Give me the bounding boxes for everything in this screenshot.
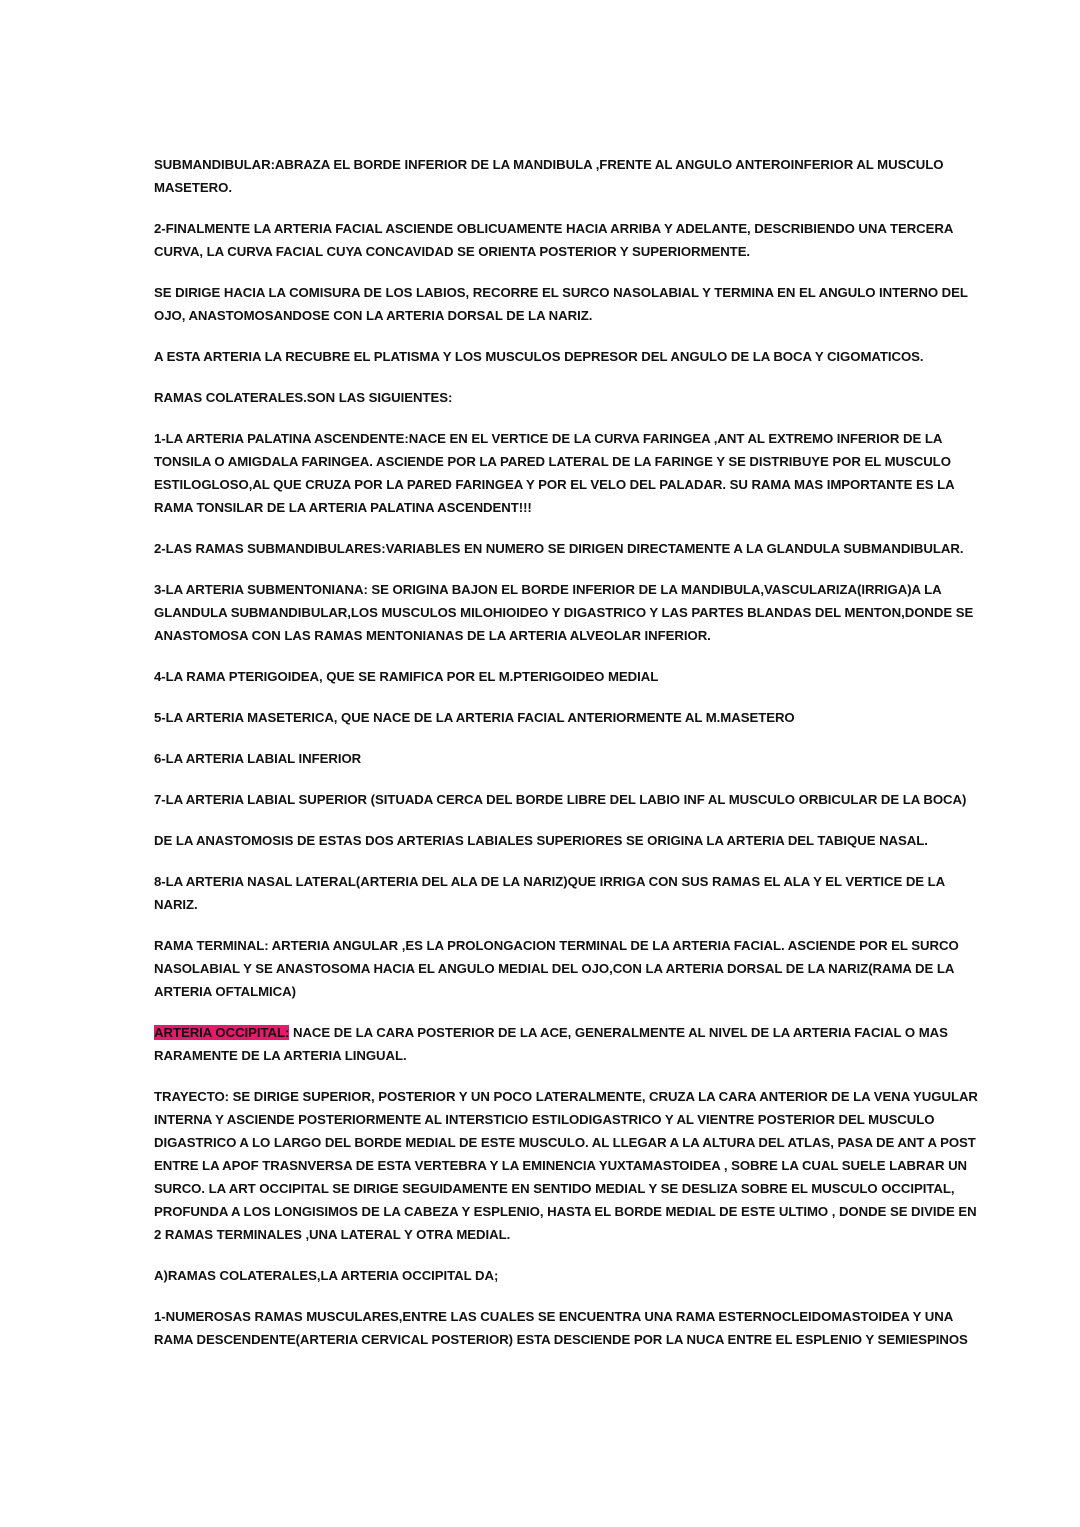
paragraph-ramas-musculares: 1-NUMEROSAS RAMAS MUSCULARES,ENTRE LAS CUALES SE ENCUENTRA UNA RAMA ESTERNOCLEIDOMASTOIDEA Y UNA RAMA DESCENDENTE(ARTERIA CERVICAL POSTERIOR) ESTA DESCIENDE POR LA NUCA ENTRE EL ESPLENIO Y SEMIESPINOS — [154, 1309, 968, 1347]
paragraph-rama-terminal: RAMA TERMINAL: ARTERIA ANGULAR ,ES LA PROLONGACION TERMINAL DE LA ARTERIA FACIAL. ASCIENDE POR EL SURCO NASOLABIAL Y SE ANASTOSOMA HACIA EL ANGULO MEDIAL DEL OJO,CON LA ARTERIA DORSAL DE LA NARIZ(RAMA DE LA ARTERIA OFTALMICA) — [154, 938, 959, 999]
paragraph-facial-curve: 2-FINALMENTE LA ARTERIA FACIAL ASCIENDE OBLICUAMENTE HACIA ARRIBA Y ADELANTE, DESCRIBIENDO UNA TERCERA CURVA, LA CURVA FACIAL CUYA CONCAVIDAD SE ORIENTA POSTERIOR Y SUPERIORMENTE. — [154, 221, 953, 259]
paragraph-labial-inferior: 6-LA ARTERIA LABIAL INFERIOR — [154, 751, 362, 766]
occipital-intro-text: NACE DE LA CARA POSTERIOR DE LA ACE, GENERALMENTE AL NIVEL DE LA ARTERIA FACIAL O MAS RARAMENTE DE LA ARTERIA LINGUAL. — [154, 1025, 948, 1063]
paragraph-trayecto: TRAYECTO: SE DIRIGE SUPERIOR, POSTERIOR Y UN POCO LATERALMENTE, CRUZA LA CARA ANTERIOR DE LA VENA YUGULAR INTERNA Y ASCIENDE POSTERIORMENTE AL INTERSTICIO ESTILODIGASTRICO Y AL VIENTRE POSTERIOR DEL MUSCULO DIGASTRICO A LO LARGO DEL BORDE MEDIAL DE ESTE MUSCULO. AL LLEGAR A LA ALTURA DEL ATLAS, PASA DE ANT A POST ENTRE LA APOF TRASNVERSA DE ESTA VERTEBRA Y LA EMINENCIA YUXTAMASTOIDEA , SOBRE LA CUAL SUELE LABRAR UN SURCO. LA ART OCCIPITAL SE DIRIGE SEGUIDAMENTE EN SENTIDO MEDIAL Y SE DESLIZA SOBRE EL MUSCULO OCCIPITAL, PROFUNDA A LOS LONGISIMOS DE LA CABEZA Y ESPLENIO, HASTA EL BORDE MEDIAL DE ESTE ULTIMO , DONDE SE DIVIDE EN 2 RAMAS TERMINALES ,UNA LATERAL Y OTRA MEDIAL. — [154, 1089, 978, 1242]
paragraph-submandibular: SUBMANDIBULAR:ABRAZA EL BORDE INFERIOR DE LA MANDIBULA ,FRENTE AL ANGULO ANTEROINFERIOR AL MUSCULO MASETERO. — [154, 157, 944, 195]
paragraph-pterigoidea: 4-LA RAMA PTERIGOIDEA, QUE SE RAMIFICA POR EL M.PTERIGOIDEO MEDIAL — [154, 669, 659, 684]
occipital-heading-highlight: ARTERIA OCCIPITAL: — [154, 1025, 290, 1040]
paragraph-submentoniana: 3-LA ARTERIA SUBMENTONIANA: SE ORIGINA BAJON EL BORDE INFERIOR DE LA MANDIBULA,VASCULARIZA(IRRIGA)A LA GLANDULA SUBMANDIBULAR,LOS MUSCULOS MILOHIOIDEO Y DIGASTRICO Y LAS PARTES BLANDAS DEL MENTON,DONDE SE ANASTOMOSA CON LAS RAMAS MENTONIANAS DE LA ARTERIA ALVEOLAR INFERIOR. — [154, 582, 974, 643]
paragraph-palatina-ascendente: 1-LA ARTERIA PALATINA ASCENDENTE:NACE EN EL VERTICE DE LA CURVA FARINGEA ,ANT AL EXTREMO INFERIOR DE LA TONSILA O AMIGDALA FARINGEA. ASCIENDE POR LA PARED LATERAL DE LA FARINGE Y SE DISTRIBUYE POR EL MUSCULO ESTILOGLOSO,AL QUE CRUZA POR LA PARED FARINGEA Y POR EL VELO DEL PALADAR. SU RAMA MAS IMPORTANTE ES LA RAMA TONSILAR DE LA ARTERIA PALATINA ASCENDENT!!! — [154, 431, 955, 515]
paragraph-comisura: SE DIRIGE HACIA LA COMISURA DE LOS LABIOS, RECORRE EL SURCO NASOLABIAL Y TERMINA EN EL ANGULO INTERNO DEL OJO, ANASTOMOSANDOSE CON LA ARTERIA DORSAL DE LA NARIZ. — [154, 285, 968, 323]
paragraph-occipital-ramas-colaterales: A)RAMAS COLATERALES,LA ARTERIA OCCIPITAL DA; — [154, 1268, 499, 1283]
paragraph-ramas-colaterales-heading: RAMAS COLATERALES.SON LAS SIGUIENTES: — [154, 390, 453, 405]
paragraph-arteria-occipital — [154, 1021, 980, 1067]
paragraph-tabique-nasal: DE LA ANASTOMOSIS DE ESTAS DOS ARTERIAS LABIALES SUPERIORES SE ORIGINA LA ARTERIA DEL TABIQUE NASAL. — [154, 833, 928, 848]
paragraph-labial-superior: 7-LA ARTERIA LABIAL SUPERIOR (SITUADA CERCA DEL BORDE LIBRE DEL LABIO INF AL MUSCULO ORBICULAR DE LA BOCA) — [154, 792, 967, 807]
paragraph-ramas-submandibulares: 2-LAS RAMAS SUBMANDIBULARES:VARIABLES EN NUMERO SE DIRIGEN DIRECTAMENTE A LA GLANDULA SUBMANDIBULAR. — [154, 541, 964, 556]
document-page — [154, 153, 980, 1369]
paragraph-maseterica: 5-LA ARTERIA MASETERICA, QUE NACE DE LA ARTERIA FACIAL ANTERIORMENTE AL M.MASETERO — [154, 710, 795, 725]
paragraph-nasal-lateral: 8-LA ARTERIA NASAL LATERAL(ARTERIA DEL ALA DE LA NARIZ)QUE IRRIGA CON SUS RAMAS EL ALA Y EL VERTICE DE LA NARIZ. — [154, 874, 945, 912]
paragraph-platisma: A ESTA ARTERIA LA RECUBRE EL PLATISMA Y LOS MUSCULOS DEPRESOR DEL ANGULO DE LA BOCA Y CIGOMATICOS. — [154, 349, 924, 364]
